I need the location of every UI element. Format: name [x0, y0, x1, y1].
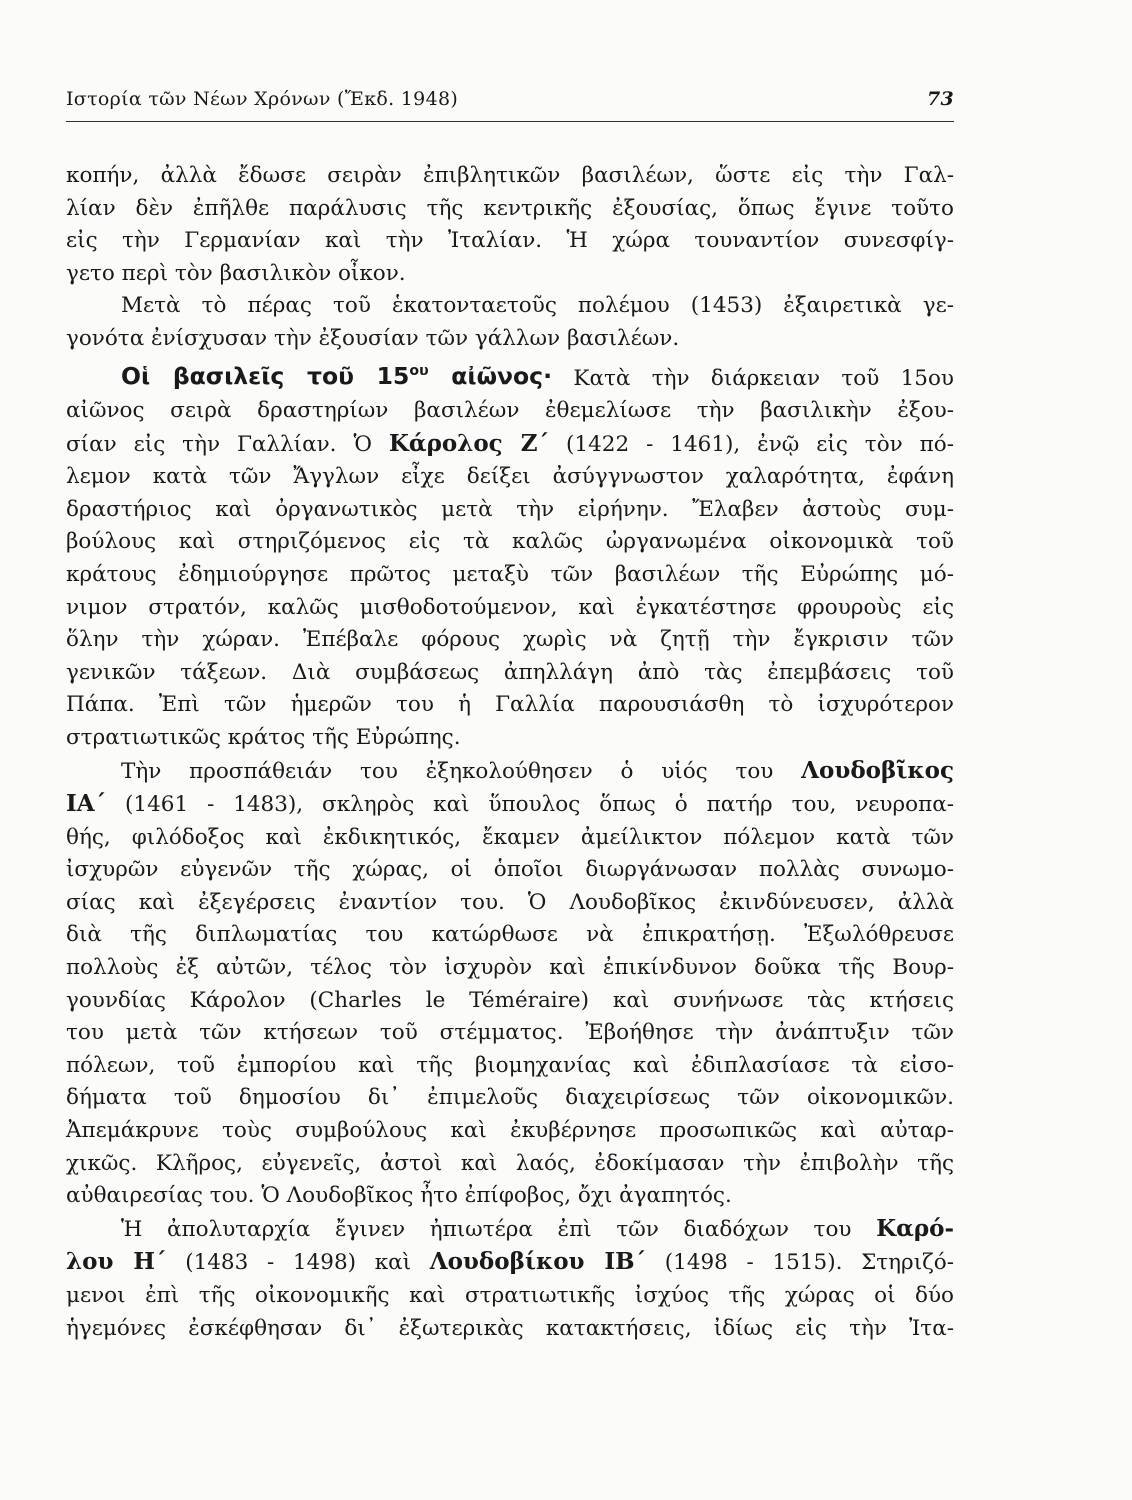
text-line: χικῶς. Κλῆρος, εὐγενεῖς, ἀστοὶ καὶ λαός, ἐδοκίμασαν τὴν ἐπιβολὴν τῆς: [66, 1150, 954, 1176]
name-loudovikos-ib: Λουδοβίκου ΙΒ΄: [429, 1248, 647, 1276]
text-line: πόλεων, τοῦ ἐμπορίου καὶ τῆς βιομηχανίας καὶ ἐδιπλασίασε τὰ εἰσο-: [66, 1052, 954, 1078]
text-line: Ἡ ἀπολυταρχία ἔγινεν ἠπιωτέρα ἐπὶ τῶν διαδόχων του Καρό-: [121, 1214, 954, 1242]
text-line: ὅλην τὴν χώραν. Ἐπέβαλε φόρους χωρὶς νὰ ζητῇ τὴν ἔγκρισιν τῶν: [66, 627, 954, 653]
text-line: σίας καὶ ἐξεγέρσεις ἐναντίον του. Ὁ Λουδοβῖκος ἐκινδύνευσεν, ἀλλὰ: [66, 889, 954, 915]
text-line: βούλους καὶ στηριζόμενος εἰς τὰ καλῶς ὠργανωμένα οἰκονομικὰ τοῦ: [66, 529, 954, 555]
text-line: εἰς τὴν Γερμανίαν καὶ τὴν Ἰταλίαν. Ἡ χώρα τουναντίον συνεσφίγ-: [66, 228, 954, 254]
text-line: αὐθαιρεσίας του. Ὁ Λουδοβῖκος ἦτο ἐπίφοβος, ὄχι ἀγαπητός.: [66, 1183, 732, 1209]
text-line: γουνδίας Κάρολον (Charles le Téméraire) καὶ συνήνωσε τὰς κτήσεις: [66, 987, 954, 1013]
section-heading: Οἱ βασιλεῖς τοῦ $15^{o\upsilon}$ αἰῶνος·: [121, 362, 553, 391]
text-line: νιμον στρατόν, καλῶς μισθοδοτούμενον, καὶ ἐγκατέστησε φρουροὺς εἰς: [66, 594, 954, 620]
page-number: 73: [926, 88, 954, 110]
text-line: Ἀπεμάκρυνε τοὺς συμβούλους καὶ ἐκυβέρνησε προσωπικῶς καὶ αὐταρ-: [66, 1118, 954, 1144]
name-loudovikos: Λουδοβῖκος: [801, 756, 954, 784]
text-line: θής, φιλόδοξος καὶ ἐκδικητικός, ἔκαμεν ἀμείλικτον πόλεμον κατὰ τῶν: [66, 824, 954, 850]
text-line: του μετὰ τῶν κτήσεων τοῦ στέμματος. Ἐβοήθησε τὴν ἀνάπτυξιν τῶν: [66, 1020, 954, 1046]
running-title: Ιστορία τῶν Νέων Χρόνων (Ἔκδ. 1948): [66, 88, 459, 110]
text-line: ἰσχυρῶν εὐγενῶν τῆς χώρας, οἱ ὁποῖοι διωργάνωσαν πολλὰς συνωμο-: [66, 857, 954, 883]
text-line: κοπήν, ἀλλὰ ἔδωσε σειρὰν ἐπιβλητικῶν βασιλέων, ὥστε εἰς τὴν Γαλ-: [66, 163, 954, 188]
text-line: αἰῶνος σειρὰ δραστηρίων βασιλέων ἐθεμελίωσε τὴν βασιλικὴν ἐξου-: [66, 397, 954, 423]
text-line: γενικῶν τάξεων. Διὰ συμβάσεως ἀπηλλάγη ἀπὸ τὰς ἐπεμβάσεις τοῦ: [66, 659, 954, 685]
name-karolos-h: λου Η΄: [66, 1248, 167, 1276]
running-header: [66, 88, 954, 110]
text-line: μενοι ἐπὶ τῆς οἰκονομικῆς καὶ στρατιωτικῆς ἰσχύος τῆς χώρας οἱ δύο: [66, 1283, 954, 1309]
text-line: στρατιωτικῶς κράτος τῆς Εὐρώπης.: [66, 724, 461, 750]
text-line: κράτους ἐδημιούργησε πρῶτος μεταξὺ τῶν βασιλέων τῆς Εὐρώπης μό-: [66, 561, 954, 587]
name-ia: ΙΑ΄: [66, 790, 107, 818]
text-line: δήματα τοῦ δημοσίου δι᾽ ἐπιμελοῦς διαχειρίσεως τῶν οἰκονομικῶν.: [66, 1085, 954, 1111]
name-karolos: Καρό-: [876, 1214, 954, 1242]
text-line: σίαν εἰς τὴν Γαλλίαν. Ὁ Κάρολος Ζ΄ (1422 - 1461), ἐνῷ εἰς τὸν πό-: [66, 429, 954, 457]
name-karolos-z: Κάρολος Ζ΄: [388, 429, 550, 457]
text-line: γετο περὶ τὸν βασιλικὸν οἶκον.: [66, 260, 406, 286]
text-line: δραστήριος καὶ ὀργανωτικὸς μετὰ τὴν εἰρήνην. Ἔλαβεν ἀστοὺς συμ-: [66, 496, 954, 522]
text-line: πολλοὺς ἐξ αὐτῶν, τέλος τὸν ἰσχυρὸν καὶ ἐπικίνδυνον δοῦκα τῆς Βουρ-: [66, 955, 954, 981]
text-line: Τὴν προσπάθειάν του ἐξηκολούθησεν ὁ υἱός του Λουδοβῖκος: [121, 756, 954, 784]
text-line: γονότα ἐνίσχυσαν τὴν ἐξουσίαν τῶν γάλλων βασιλέων.: [66, 325, 680, 351]
section-line: Οἱ βασιλεῖς τοῦ $15^{o\upsilon}$ αἰῶνος· Κατὰ τὴν διάρκειαν τοῦ 15ου: [121, 362, 955, 391]
text-line: Μετὰ τὸ πέρας τοῦ ἑκατονταετοῦς πολέμου (1453) ἐξαιρετικὰ γε-: [121, 293, 954, 319]
text-line: Πάπα. Ἐπὶ τῶν ἡμερῶν του ἡ Γαλλία παρουσιάσθη τὸ ἰσχυρότερον: [66, 692, 954, 718]
text-line: ἡγεμόνες ἐσκέφθησαν δι᾽ ἐξωτερικὰς κατακτήσεις, ἰδίως εἰς τὴν Ἰτα-: [66, 1315, 954, 1341]
body-text: [66, 160, 954, 1345]
header-rule: [66, 121, 954, 122]
text-line: λεμον κατὰ τῶν Ἄγγλων εἶχε δείξει ἀσύγγνωστον χαλαρότητα, ἐφάνη: [66, 464, 954, 490]
text-line: ΙΑ΄ (1461 - 1483), σκληρὸς καὶ ὕπουλος ὅπως ὁ πατήρ του, νευροπα-: [66, 790, 954, 818]
text-line: λίαν δὲν ἐπῆλθε παράλυσις τῆς κεντρικῆς ἐξουσίας, ὅπως ἔγινε τοῦτο: [66, 195, 954, 221]
text-line: λου Η΄ (1483 - 1498) καὶ Λουδοβίκου ΙΒ΄ (1498 - 1515). Στηριζό-: [66, 1248, 954, 1276]
text-line: διὰ τῆς διπλωματίας του κατώρθωσε νὰ ἐπικρατήσῃ. Ἐξωλόθρευσε: [66, 922, 954, 948]
